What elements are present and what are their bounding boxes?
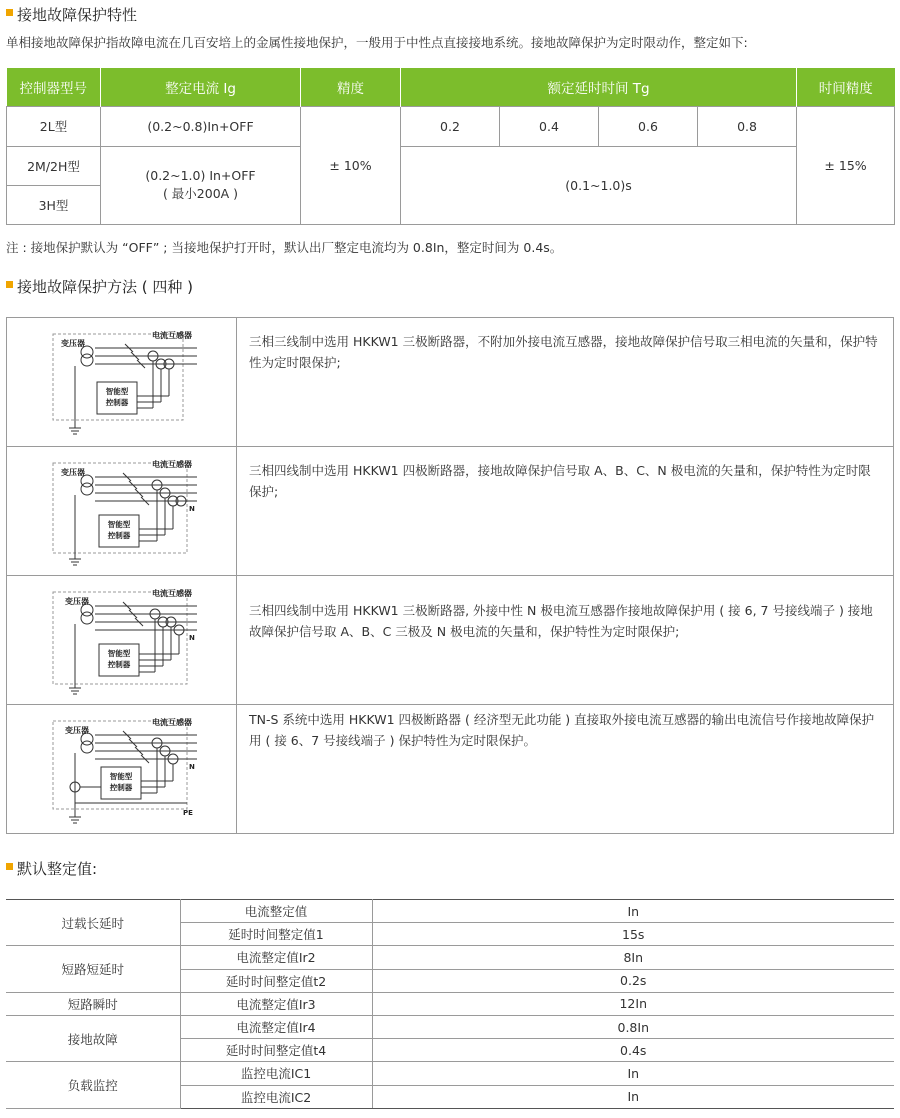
transformer-coil-icon <box>81 612 93 624</box>
method-row-1 <box>7 318 894 447</box>
method-desc-2: 三相四线制中选用 HKKW1 四极断路器，接地故障保护信号取 A、B、C、N 极电流的矢量和，保护特性为定时限保护; <box>237 447 894 576</box>
section-title-defaults <box>6 858 97 879</box>
label-controller-1: 智能型 <box>105 387 129 396</box>
label-transformer: 变压器 <box>61 468 85 477</box>
note-text: 注 : 接地保护默认为 “OFF” ; 当接地保护打开时，默认出厂整定电流均为 0.8In，整定时间为 0.4s。 <box>6 240 563 255</box>
param-name: 电流整定值 <box>180 900 372 923</box>
table-row <box>6 1015 894 1038</box>
param-name: 电流整定值Ir4 <box>180 1015 372 1038</box>
label-controller-2: 控制器 <box>107 531 131 540</box>
method-row-4 <box>7 705 894 834</box>
section-title-text: 接地故障保护方法 ( 四种 ) <box>17 278 194 296</box>
cell-tg-range: (0.1~1.0)s <box>401 146 797 224</box>
section-title-methods <box>6 276 193 297</box>
protection-characteristics-table <box>6 68 895 225</box>
wiring-diagram-2 <box>7 447 237 575</box>
label-ct: 电流互感器 <box>152 718 192 727</box>
label-controller-2: 控制器 <box>109 783 133 792</box>
bullet-square-icon <box>6 863 13 870</box>
section-title-text: 默认整定值: <box>17 860 98 878</box>
param-name: 延时时间整定值1 <box>180 923 372 946</box>
label-n: N <box>189 634 195 642</box>
method-diagram-4 <box>7 705 237 834</box>
label-n: N <box>189 505 195 513</box>
label-transformer: 变压器 <box>65 726 89 735</box>
header-ig: 整定电流 Ig <box>101 68 301 106</box>
group-name: 短路瞬时 <box>6 992 180 1015</box>
group-name: 负载监控 <box>6 1062 180 1108</box>
wiring-diagram-3 <box>7 576 237 704</box>
label-ct: 电流互感器 <box>152 589 192 598</box>
transformer-coil-icon <box>81 483 93 495</box>
bullet-square-icon <box>6 9 13 16</box>
protection-methods-table <box>6 317 894 834</box>
cell-model-3h: 3H型 <box>7 185 101 224</box>
method-diagram-2 <box>7 447 237 576</box>
param-value: In <box>372 1062 894 1085</box>
table-row <box>6 900 894 923</box>
cell-ig-other <box>101 146 301 224</box>
header-accuracy: 精度 <box>301 68 401 106</box>
method-diagram-3 <box>7 576 237 705</box>
param-value: 0.4s <box>372 1039 894 1062</box>
cell-tg-3: 0.6 <box>599 106 698 146</box>
param-name: 监控电流IC1 <box>180 1062 372 1085</box>
cell-ig-2l: (0.2~0.8)In+OFF <box>101 106 301 146</box>
method-desc-1: 三相三线制中选用 HKKW1 三极断路器，不附加外接电流互感器，接地故障保护信号取三相电流的矢量和，保护特性为定时限保护; <box>237 318 894 447</box>
param-name: 电流整定值Ir2 <box>180 946 372 969</box>
table-row <box>6 1062 894 1085</box>
header-time-accuracy: 时间精度 <box>797 68 895 106</box>
label-ct: 电流互感器 <box>152 331 192 340</box>
label-controller-1: 智能型 <box>109 772 133 781</box>
param-value: 0.2s <box>372 969 894 992</box>
default-settings-table <box>6 899 894 1109</box>
cell-model-2l: 2L型 <box>7 106 101 146</box>
cell-tg-1: 0.2 <box>401 106 500 146</box>
label-controller-2: 控制器 <box>107 660 131 669</box>
label-controller-2: 控制器 <box>105 398 129 407</box>
transformer-coil-icon <box>81 741 93 753</box>
characteristics-description: 单相接地故障保护指故障电流在几百安培上的金属性接地保护，一般用于中性点直接接地系统。接地故障保护为定时限动作，整定如下: <box>6 35 748 50</box>
param-value: In <box>372 1085 894 1108</box>
label-ct: 电流互感器 <box>152 460 192 469</box>
header-tg: 额定延时时间 Tg <box>401 68 797 106</box>
param-name: 延时时间整定值t2 <box>180 969 372 992</box>
param-name: 电流整定值Ir3 <box>180 992 372 1015</box>
label-pe: PE <box>183 809 193 817</box>
param-value: 15s <box>372 923 894 946</box>
section-title-characteristics <box>6 4 137 25</box>
method-desc-3: 三相四线制中选用 HKKW1 三极断路器, 外接中性 N 极电流互感器作接地故障保护用 ( 接 6, 7 号接线端子 ) 接地故障保护信号取 A、B、C 三极及 N 极电流的矢量和，保护特性为定时限保护; <box>237 576 894 705</box>
section-title-text: 接地故障保护特性 <box>17 6 138 24</box>
method-desc-4: TN-S 系统中选用 HKKW1 四极断路器 ( 经济型无此功能 ) 直接取外接电流互感器的输出电流信号作接地故障保护用 ( 接 6、7 号接线端子 ) 保护特性为定时限保护。 <box>237 705 894 834</box>
transformer-coil-icon <box>81 354 93 366</box>
group-name: 过载长延时 <box>6 900 180 946</box>
method-row-3 <box>7 576 894 705</box>
label-n: N <box>189 763 195 771</box>
cell-accuracy: ± 10% <box>301 106 401 224</box>
cell-tg-4: 0.8 <box>698 106 797 146</box>
method-row-2 <box>7 447 894 576</box>
param-value: 0.8In <box>372 1015 894 1038</box>
cell-model-2m: 2M/2H型 <box>7 146 101 185</box>
param-name: 监控电流IC2 <box>180 1085 372 1108</box>
table-row <box>6 946 894 969</box>
param-value: In <box>372 900 894 923</box>
cell-time-accuracy: ± 15% <box>797 106 895 224</box>
cell-ig-other-line2: ( 最小200A ) <box>162 186 239 201</box>
param-name: 延时时间整定值t4 <box>180 1039 372 1062</box>
cell-tg-2: 0.4 <box>500 106 599 146</box>
label-controller-1: 智能型 <box>107 649 131 658</box>
label-transformer: 变压器 <box>65 597 89 606</box>
label-controller-1: 智能型 <box>107 520 131 529</box>
wiring-diagram-1 <box>7 318 237 446</box>
group-name: 短路短延时 <box>6 946 180 992</box>
param-value: 8In <box>372 946 894 969</box>
label-transformer: 变压器 <box>61 339 85 348</box>
table-row <box>6 992 894 1015</box>
group-name: 接地故障 <box>6 1015 180 1061</box>
cell-ig-other-line1: (0.2~1.0) In+OFF <box>145 168 256 183</box>
bullet-square-icon <box>6 281 13 288</box>
header-model: 控制器型号 <box>7 68 101 106</box>
wiring-diagram-4 <box>7 705 237 833</box>
method-diagram-1 <box>7 318 237 447</box>
param-value: 12In <box>372 992 894 1015</box>
